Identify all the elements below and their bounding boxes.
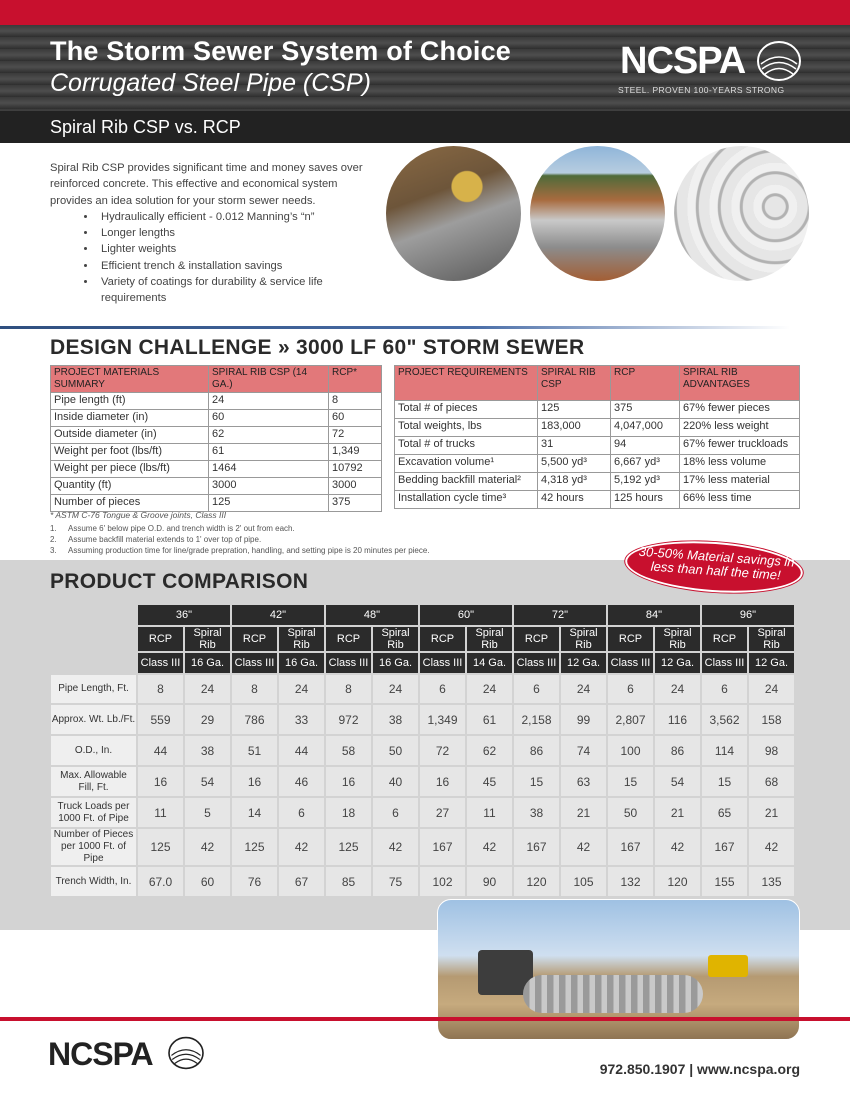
row-label: Truck Loads per 1000 Ft. of Pipe (50, 797, 137, 828)
value-cell: 61 (466, 704, 513, 735)
spiral-pipe-shape (523, 975, 703, 1013)
value-cell: 98 (748, 735, 795, 766)
cell: Total weights, lbs (395, 419, 538, 437)
footnote-number: 2. (50, 535, 57, 544)
value-cell: 167 (701, 828, 748, 866)
table-row (50, 828, 795, 866)
table-header-row (395, 366, 800, 401)
class-header: Class III (607, 652, 654, 674)
page-title: The Storm Sewer System of Choice (50, 36, 512, 66)
value-cell: 6 (607, 674, 654, 704)
cell: Weight per foot (lbs/ft) (51, 444, 209, 461)
value-cell: 158 (748, 704, 795, 735)
cell: 24 (209, 393, 329, 410)
value-cell: 125 (231, 828, 278, 866)
cell: 1464 (209, 461, 329, 478)
cell: 62 (209, 427, 329, 444)
pipe-emblem-icon (166, 1036, 206, 1070)
table-row (50, 866, 795, 897)
table-row (395, 455, 800, 473)
cell: Total # of pieces (395, 401, 538, 419)
row-label: Approx. Wt. Lb./Ft. (50, 704, 137, 735)
value-cell: 15 (513, 766, 560, 797)
cell: 125 (209, 495, 329, 512)
value-cell: 90 (466, 866, 513, 897)
table-row (50, 674, 795, 704)
value-cell: 8 (137, 674, 184, 704)
class-header: 16 Ga. (278, 652, 325, 674)
footnote (50, 545, 430, 556)
value-cell: 167 (419, 828, 466, 866)
value-cell: 75 (372, 866, 419, 897)
type-header: RCP (701, 626, 748, 652)
value-cell: 114 (701, 735, 748, 766)
value-cell: 65 (701, 797, 748, 828)
cell: 375 (611, 401, 680, 419)
table-row (395, 437, 800, 455)
row-label: Pipe Length, Ft. (50, 674, 137, 704)
value-cell: 6 (372, 797, 419, 828)
value-cell: 27 (419, 797, 466, 828)
row-label: Number of Pieces per 1000 Ft. of Pipe (50, 828, 137, 866)
cell: Outside diameter (in) (51, 427, 209, 444)
value-cell: 54 (184, 766, 231, 797)
cell: 94 (611, 437, 680, 455)
footer-logo-wordmark: NCSPA (48, 1036, 153, 1072)
value-cell: 2,158 (513, 704, 560, 735)
cell: 8 (329, 393, 382, 410)
blank-cell (50, 652, 137, 674)
top-red-stripe (0, 0, 850, 25)
class-header: 12 Ga. (560, 652, 607, 674)
cell: 3000 (329, 478, 382, 495)
column-header: PROJECT MATERIALS SUMMARY (51, 366, 209, 393)
logo-wordmark: NCSPA (620, 40, 746, 82)
column-header: SPIRAL RIB ADVANTAGES (680, 366, 800, 401)
value-cell: 62 (466, 735, 513, 766)
design-challenge-heading: DESIGN CHALLENGE » 3000 LF 60" STORM SEWER (50, 336, 585, 359)
value-cell: 120 (654, 866, 701, 897)
class-header: Class III (513, 652, 560, 674)
footnote-text: Assuming production time for line/grade prepration, handling, and setting pipe is 20 minutes per piece. (68, 546, 430, 555)
table-row (51, 495, 382, 512)
value-cell: 50 (372, 735, 419, 766)
value-cell: 16 (231, 766, 278, 797)
footnotes (50, 510, 430, 556)
value-cell: 33 (278, 704, 325, 735)
value-cell: 21 (560, 797, 607, 828)
type-header: RCP (325, 626, 372, 652)
value-cell: 6 (701, 674, 748, 704)
type-header: Spiral Rib (372, 626, 419, 652)
pipe-emblem-icon (756, 40, 802, 82)
value-cell: 50 (607, 797, 654, 828)
page-subtitle: Corrugated Steel Pipe (CSP) (50, 69, 371, 97)
footer-red-rule (0, 1017, 850, 1021)
cell: 17% less material (680, 473, 800, 491)
value-cell: 51 (231, 735, 278, 766)
pipe-size-header: 48" (325, 604, 419, 626)
pipe-size-header: 72" (513, 604, 607, 626)
value-cell: 24 (278, 674, 325, 704)
cell: 72 (329, 427, 382, 444)
cell: Number of pieces (51, 495, 209, 512)
value-cell: 6 (513, 674, 560, 704)
value-cell: 167 (607, 828, 654, 866)
value-cell: 2,807 (607, 704, 654, 735)
row-label: Trench Width, In. (50, 866, 137, 897)
savings-badge-text: 30-50% Material savings in less than half the time! (638, 543, 796, 583)
value-cell: 18 (325, 797, 372, 828)
type-header: Spiral Rib (184, 626, 231, 652)
type-header: Spiral Rib (560, 626, 607, 652)
value-cell: 16 (137, 766, 184, 797)
section-divider (0, 326, 790, 329)
value-cell: 24 (560, 674, 607, 704)
footnote (50, 534, 430, 545)
value-cell: 155 (701, 866, 748, 897)
value-cell: 42 (278, 828, 325, 866)
value-cell: 44 (278, 735, 325, 766)
table-row (51, 410, 382, 427)
value-cell: 14 (231, 797, 278, 828)
value-cell: 100 (607, 735, 654, 766)
cell: Total # of trucks (395, 437, 538, 455)
cell: 10792 (329, 461, 382, 478)
excavator-shape (708, 955, 748, 977)
cell: Inside diameter (in) (51, 410, 209, 427)
type-header: RCP (419, 626, 466, 652)
stacked-pipes-photo (674, 146, 809, 281)
table-row (50, 704, 795, 735)
value-cell: 116 (654, 704, 701, 735)
table-row (50, 766, 795, 797)
feature-item: • Variety of coatings for durability & service life requirements (97, 274, 370, 307)
column-header: RCP (611, 366, 680, 401)
row-label: Max. Allowable Fill, Ft. (50, 766, 137, 797)
class-header: Class III (419, 652, 466, 674)
value-cell: 68 (748, 766, 795, 797)
row-label: O.D., In. (50, 735, 137, 766)
column-header: SPIRAL RIB CSP (538, 366, 611, 401)
value-cell: 42 (184, 828, 231, 866)
value-cell: 125 (137, 828, 184, 866)
footnote-number: 1. (50, 524, 57, 533)
table-row (51, 478, 382, 495)
value-cell: 972 (325, 704, 372, 735)
type-header: Spiral Rib (466, 626, 513, 652)
value-cell: 74 (560, 735, 607, 766)
value-cell: 16 (419, 766, 466, 797)
table-header-row (51, 366, 382, 393)
value-cell: 42 (748, 828, 795, 866)
table-row (51, 461, 382, 478)
cell: Quantity (ft) (51, 478, 209, 495)
value-cell: 15 (701, 766, 748, 797)
value-cell: 135 (748, 866, 795, 897)
feature-list (97, 209, 370, 307)
cell: Pipe length (ft) (51, 393, 209, 410)
astm-note: * ASTM C-76 Tongue & Groove joints, Class III (50, 510, 227, 520)
feature-item: • Longer lengths (97, 225, 370, 241)
value-cell: 132 (607, 866, 654, 897)
cell: 42 hours (538, 491, 611, 509)
value-cell: 11 (137, 797, 184, 828)
feature-item: • Lighter weights (97, 241, 370, 257)
pipe-size-header: 84" (607, 604, 701, 626)
cell: 1,349 (329, 444, 382, 461)
value-cell: 125 (325, 828, 372, 866)
value-cell: 86 (654, 735, 701, 766)
cell: 60 (209, 410, 329, 427)
cell: 220% less weight (680, 419, 800, 437)
cell: 4,318 yd³ (538, 473, 611, 491)
class-header: 14 Ga. (466, 652, 513, 674)
value-cell: 63 (560, 766, 607, 797)
value-cell: 45 (466, 766, 513, 797)
cell: Bedding backfill material² (395, 473, 538, 491)
header-banner (0, 25, 850, 111)
class-header-row (50, 652, 795, 674)
footnote-text: Assume 6' below pipe O.D. and trench width is 2' out from each. (68, 524, 295, 533)
value-cell: 42 (560, 828, 607, 866)
cell: 125 hours (611, 491, 680, 509)
table-row (51, 393, 382, 410)
value-cell: 76 (231, 866, 278, 897)
value-cell: 120 (513, 866, 560, 897)
value-cell: 24 (184, 674, 231, 704)
value-cell: 29 (184, 704, 231, 735)
value-cell: 85 (325, 866, 372, 897)
section-bar (0, 111, 850, 143)
value-cell: 46 (278, 766, 325, 797)
value-cell: 5 (184, 797, 231, 828)
trench-pipe-photo (530, 146, 665, 281)
type-header: RCP (137, 626, 184, 652)
pipe-size-header: 36" (137, 604, 231, 626)
value-cell: 8 (231, 674, 278, 704)
type-header: RCP (231, 626, 278, 652)
intro-paragraph: Spiral Rib CSP provides significant time and money saves over reinforced concrete. This effective and economical system provides an idea solution for your storm sewer needs. (50, 162, 363, 207)
type-header: RCP (607, 626, 654, 652)
footnote-number: 3. (50, 546, 57, 555)
value-cell: 42 (372, 828, 419, 866)
value-cell: 86 (513, 735, 560, 766)
class-header: Class III (137, 652, 184, 674)
value-cell: 38 (372, 704, 419, 735)
cell: 125 (538, 401, 611, 419)
ncspa-logo (618, 38, 818, 98)
type-header: Spiral Rib (654, 626, 701, 652)
class-header: 12 Ga. (654, 652, 701, 674)
pipe-size-header: 60" (419, 604, 513, 626)
value-cell: 67 (278, 866, 325, 897)
product-comparison-table (50, 604, 795, 897)
pipe-size-header: 42" (231, 604, 325, 626)
column-header: RCP* (329, 366, 382, 393)
type-header: RCP (513, 626, 560, 652)
value-cell: 11 (466, 797, 513, 828)
class-header: 12 Ga. (748, 652, 795, 674)
feature-item: • Efficient trench & installation savings (97, 258, 370, 274)
size-header-row (50, 604, 795, 626)
cell: 183,000 (538, 419, 611, 437)
product-comparison-heading: PRODUCT COMPARISON (50, 570, 309, 593)
type-header: Spiral Rib (278, 626, 325, 652)
value-cell: 42 (654, 828, 701, 866)
table-row (50, 797, 795, 828)
value-cell: 67.0 (137, 866, 184, 897)
value-cell: 40 (372, 766, 419, 797)
class-header: Class III (231, 652, 278, 674)
value-cell: 58 (325, 735, 372, 766)
footnote-text: Assume backfill material extends to 1' over top of pipe. (68, 535, 262, 544)
value-cell: 6 (419, 674, 466, 704)
blank-cell (50, 626, 137, 652)
cell: 4,047,000 (611, 419, 680, 437)
value-cell: 42 (466, 828, 513, 866)
cell: Weight per piece (lbs/ft) (51, 461, 209, 478)
cell: 18% less volume (680, 455, 800, 473)
logo-tagline: STEEL. PROVEN 100-YEARS STRONG (618, 85, 785, 95)
value-cell: 559 (137, 704, 184, 735)
value-cell: 38 (513, 797, 560, 828)
value-cell: 1,349 (419, 704, 466, 735)
class-header: 16 Ga. (184, 652, 231, 674)
table-row (51, 427, 382, 444)
cell: 61 (209, 444, 329, 461)
value-cell: 6 (278, 797, 325, 828)
value-cell: 8 (325, 674, 372, 704)
table-row (395, 419, 800, 437)
cell: 6,667 yd³ (611, 455, 680, 473)
value-cell: 99 (560, 704, 607, 735)
type-header: Spiral Rib (748, 626, 795, 652)
value-cell: 167 (513, 828, 560, 866)
value-cell: 72 (419, 735, 466, 766)
value-cell: 15 (607, 766, 654, 797)
cell: 5,192 yd³ (611, 473, 680, 491)
value-cell: 24 (372, 674, 419, 704)
type-header-row (50, 626, 795, 652)
section-title: Spiral Rib CSP vs. RCP (50, 117, 241, 137)
table-row (395, 473, 800, 491)
class-header: 16 Ga. (372, 652, 419, 674)
cell: 67% fewer truckloads (680, 437, 800, 455)
footer-contact: 972.850.1907 | www.ncspa.org (599, 1061, 800, 1077)
table-row (50, 735, 795, 766)
table-row (51, 444, 382, 461)
cell: 67% fewer pieces (680, 401, 800, 419)
value-cell: 24 (748, 674, 795, 704)
value-cell: 21 (654, 797, 701, 828)
table-row (395, 401, 800, 419)
cell: 60 (329, 410, 382, 427)
cell: Excavation volume¹ (395, 455, 538, 473)
footnote (50, 523, 430, 534)
value-cell: 24 (466, 674, 513, 704)
value-cell: 3,562 (701, 704, 748, 735)
cell: 3000 (209, 478, 329, 495)
value-cell: 21 (748, 797, 795, 828)
value-cell: 16 (325, 766, 372, 797)
cell: 375 (329, 495, 382, 512)
class-header: Class III (325, 652, 372, 674)
column-header: SPIRAL RIB CSP (14 GA.) (209, 366, 329, 393)
excavator-photo (386, 146, 521, 281)
value-cell: 24 (654, 674, 701, 704)
cell: 5,500 yd³ (538, 455, 611, 473)
project-requirements-table (394, 365, 800, 509)
cell: 66% less time (680, 491, 800, 509)
materials-summary-table (50, 365, 382, 512)
cell: 31 (538, 437, 611, 455)
pipe-size-header: 96" (701, 604, 795, 626)
value-cell: 54 (654, 766, 701, 797)
cell: Installation cycle time³ (395, 491, 538, 509)
value-cell: 60 (184, 866, 231, 897)
value-cell: 786 (231, 704, 278, 735)
intro-text (50, 160, 370, 307)
blank-cell (50, 604, 137, 626)
class-header: Class III (701, 652, 748, 674)
feature-item: • Hydraulically efficient - 0.012 Manning’s “n” (97, 209, 370, 225)
table-row (395, 491, 800, 509)
value-cell: 38 (184, 735, 231, 766)
value-cell: 105 (560, 866, 607, 897)
value-cell: 102 (419, 866, 466, 897)
column-header: PROJECT REQUIREMENTS (395, 366, 538, 401)
value-cell: 44 (137, 735, 184, 766)
